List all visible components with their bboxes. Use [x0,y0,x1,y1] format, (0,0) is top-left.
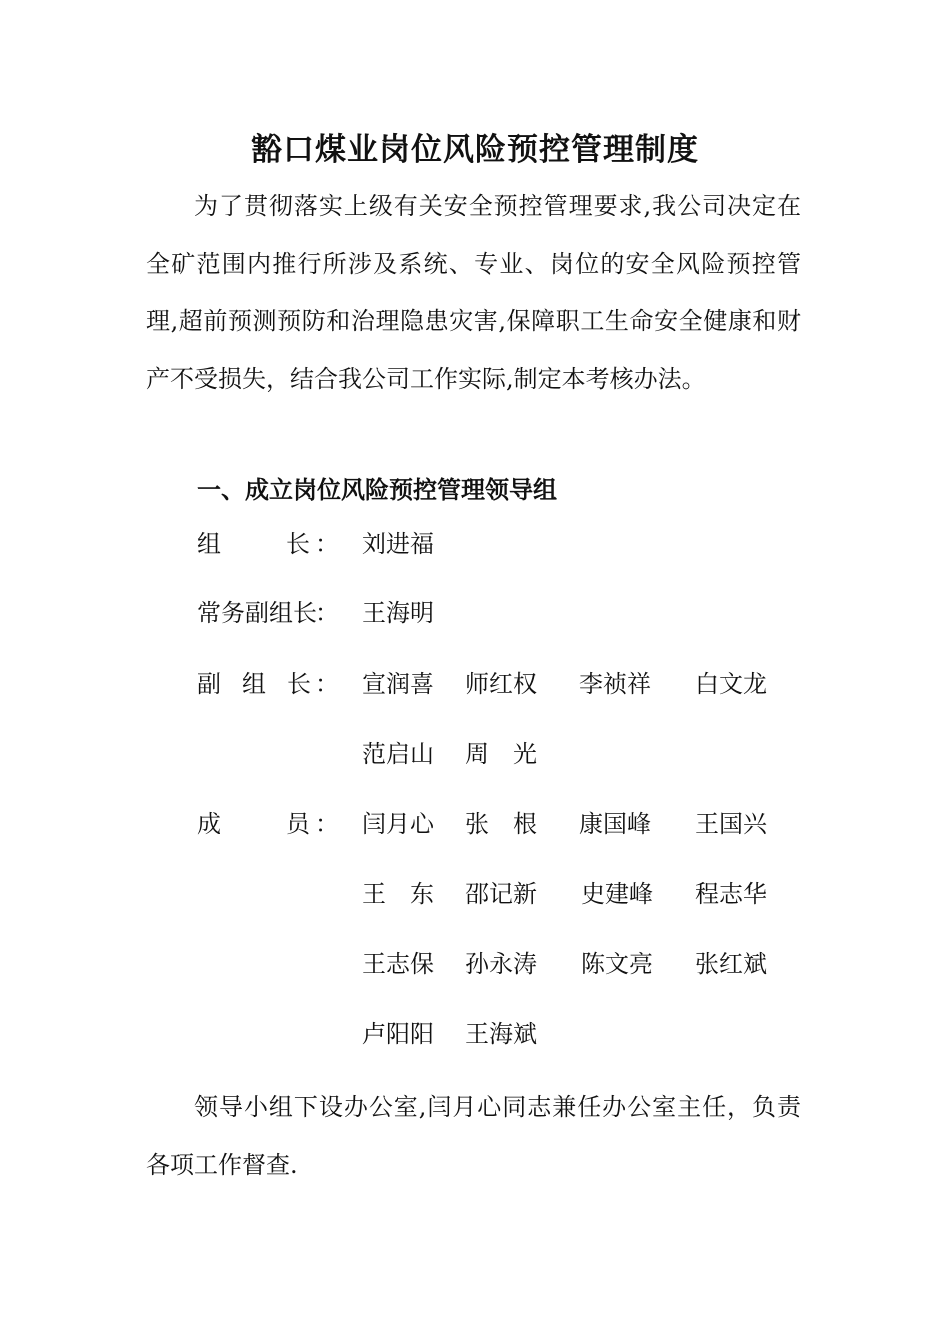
leader-colon: ： [315,530,339,558]
executive-deputy-colon: ： [315,599,339,627]
executive-deputy-label [197,593,339,633]
member-name: 闫月心 [362,810,434,838]
member-name: 康国峰 [579,810,651,838]
member-name: 陈文亮 [581,950,653,978]
executive-deputy-label-text: 常务副组长 [197,599,317,627]
executive-deputy-name: 王海明 [362,599,434,627]
deputies-label [197,664,339,704]
deputies-colon: ： [315,670,339,698]
member-name: 王国兴 [695,810,767,838]
member-name: 史建峰 [581,880,653,908]
deputy-name: 李祯祥 [579,670,651,698]
member-name: 邵记新 [465,880,537,908]
members-label-char: 成 [197,810,221,838]
members-label-char: 员 [286,810,310,838]
leader-name: 刘进福 [362,530,434,558]
member-name: 张红斌 [695,950,767,978]
deputies-label-char: 副 [197,670,221,698]
closing-paragraph: 领导小组下设办公室,闫月心同志兼任办公室主任，负责各项工作督查. [146,1093,801,1179]
leader-label-char: 组 [197,530,221,558]
member-name: 王志保 [362,950,434,978]
member-name: 王 东 [362,880,434,908]
intro-paragraph: 为了贯彻落实上级有关安全预控管理要求,我公司决定在全矿范围内推行所涉及系统、专业、岗位的安全风险预控管理,超前预测预防和治理隐患灾害,保障职工生命安全健康和财产不受损失，结合我公司工作实际,制定本考核办法。 [146,192,801,393]
deputies-label-char: 长 [287,670,311,698]
members-colon: ： [315,810,339,838]
member-name: 孙永涛 [465,950,537,978]
deputy-name: 宣润喜 [362,670,434,698]
section-heading: 一、成立岗位风险预控管理领导组 [197,476,557,504]
members-label [197,804,339,844]
deputy-name: 白文龙 [695,670,767,698]
deputies-label-char: 组 [242,670,266,698]
member-name: 程志华 [695,880,767,908]
leader-label [197,524,339,564]
deputy-name: 周 光 [465,740,537,768]
leader-label-char: 长 [286,530,310,558]
member-name: 王海斌 [465,1020,537,1048]
deputy-name: 范启山 [362,740,434,768]
member-name: 张 根 [465,810,537,838]
member-name: 卢阳阳 [362,1020,434,1048]
deputy-name: 师红权 [465,670,537,698]
document-title: 豁口煤业岗位风险预控管理制度 [251,132,699,168]
